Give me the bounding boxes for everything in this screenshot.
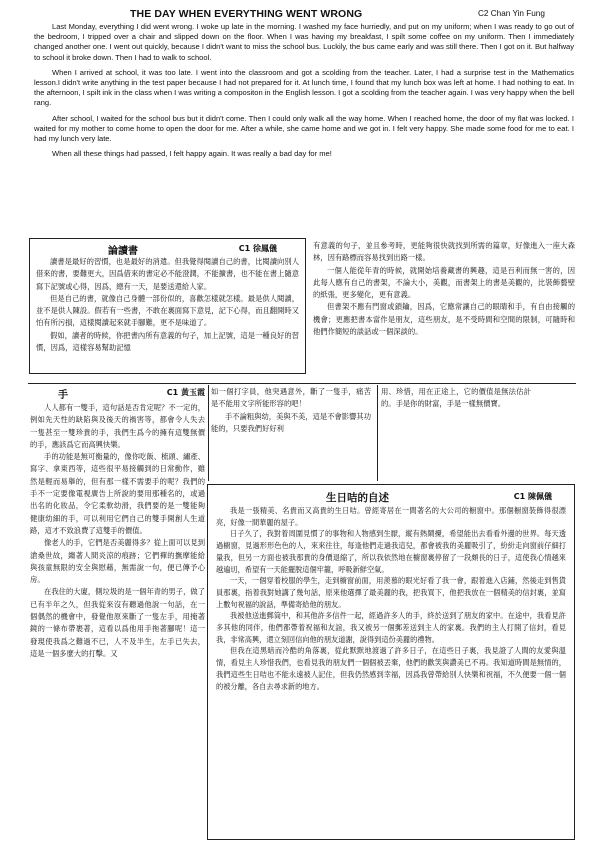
hand-paragraph: 人人都有一雙手，這句話是否肯定呢？不一定的，例如先天性的缺陷與及後天的禍害等，都會令人失去一隻甚至一雙珍貴的手，我們生爲今的擁有這雙無價的手，應該爲它而高興快樂。: [30, 403, 205, 449]
reading-article-header: [36, 242, 299, 256]
hand-article-continuation: [211, 386, 371, 435]
essay-body: [34, 22, 574, 164]
birthday-card-article-header: [216, 489, 566, 505]
hand-article-body: [30, 402, 205, 660]
hand-paragraph: 手不論粗與幼，美與不美，這是不會影響其功能的，只要我們好好利: [211, 411, 371, 433]
hand-paragraph: 用、珍惜，用在正途上，它的價值是無法估計的。手是你的財富，手是一樣無價寶。: [381, 387, 531, 409]
reading-paragraph: 但是自己的書，就像自己身體一部份似的，喜歡怎樣就怎樣。最是供人閱讀，並不是供人陳設。假若有一些書，不敢在裏面寫下意見，記下心得，而且翻開時又怕有所污損，這樣閱讀起來就手腳難，更不是味道了。: [36, 293, 299, 328]
section-divider: [28, 383, 576, 384]
essay-paragraph: After school, I waited for the school bus but it didn't come. Then I could only walk all the way home. When I reached home, the door of my flat was locked. I waited for my mother to come home to open the door for me. After a while, she came home and we got in. I felt very happy. She made some food for me to eat. I had my lunch very late.: [34, 113, 574, 144]
essay-paragraph: When all these things had passed, I felt happy again. It was really a bad day for me!: [52, 149, 332, 159]
hand-article-title: 手: [58, 390, 68, 401]
hand-paragraph: 手的功能是無可衡量的，像你吃飯、梳頭、繡產、寫字、拿東西等，這些很平易接觸到的日常動作，雖然是輕而易舉的，但有那一樣不需要手的呢？我們的手不一定要像電視廣告上所說的要用那種名的，或過出名的化妝品，令它柔軟幼滑，我們要的是一雙能夠健康幼細的手，可以利用它們自己的雙手開創人生道路，這才不致浪費了這雙手的價值。: [30, 452, 205, 535]
hand-paragraph: 如一個打字員，他突遇意外，斷了一隻手，痛苦是不能用文字所能形容的吧！: [211, 387, 371, 409]
reading-paragraph: 有意義的句子，並且參考時，更能夠很快就找到所需的篇章，好像進入一座大森林，因有路標而容易找到出路一樣。: [313, 241, 575, 263]
hand-paragraph: 在我住的大廈，側垃圾的是一個年青的男子，做了已有半年之久，但我從來沒有聽過他說一句話，在一個偶然的機會中，發覺他原來斷了一隻左手，用掩著鏡的一條布帶裹著，這看以爲他用手拖著腳呢！這一發現使我爲之難過不已，人不及半生，左手已失去，這是一個多麼大的打擊。又: [30, 587, 205, 658]
reading-paragraph: 假如，讀者的時候，你把書內所有意義的句子，加上記號，這是一種良好的習慣，因爲，這樣容易幫助記憶: [36, 330, 299, 353]
column-divider: [377, 385, 378, 481]
birthday-card-article-body: [216, 505, 566, 692]
hand-article-header: [30, 386, 205, 400]
hand-paragraph: 像老人的手，它們是否美麗得多？從上面可以見到滄桑世故，縐著人間炎涼的痕跡；它們禪的撫摩能給與孩童無限的安全與慰藉，無需說一句，便已傳予心房。: [30, 538, 205, 585]
birthday-paragraph: 日子久了，我對着周圍見慣了的事物和人物感到生厭，縱有熱鬧擾，希望能出去看看外邊的世界。每天透過櫥窗，見過形形色色的人，來來往往，每逢他們走過我這兒，都會被我的美麗吸引了，紛紛走向窗前仔細打量我，但另一方面也被我那貴的身價退縮了，所以我依然地在櫥窗裏停留了一段頗長的日子，這使我心情越來越遍切，希望有一天能擺脫這個牢籠，呼吸新鮮空氣。: [216, 529, 566, 574]
reading-paragraph: 讀書是最好的習慣，也是最好的消遣。但我覺得閱讀自己的書，比閱讀向別人借來的書，要難更大，因爲借來的書定必不能澄潤，不能擴書，也不能在書上隨意寫下記號或心得，因爲，總有一天，是要送還給人家。: [36, 257, 299, 291]
essay-byline: C2 Chan Yin Fung: [478, 9, 545, 18]
reading-article-title: 論讀書: [108, 246, 138, 257]
birthday-paragraph: 但我在這黑暗而冷酷的角落裏，從此默默地渡過了許多日子，在這些日子裏，我見證了人間的友愛與溫情，看見主人珍惜我們，也看見我的朋友們一個個被丟棄，他們的歡笑與讚美已不再。我知道時間是無情的，我們這些生日咭也不能永遠被人記住，但我仍然感到幸福，因爲我曾帶給別人快樂和祝福，不久便要一個一個的被分離，各自去尋求新的地方。: [216, 646, 566, 691]
birthday-paragraph: 我被他送進郵筒中，和其他許多信件一起，經過許多人的手，終於送到了朋友的家中。在途中，我看見許多其他的同伴，他們都帶着祝福和友誼，我又被另一個郵差送到主人的家裏。我們的主人打開了信封，看見我，非常高興，還立刻回信向他的朋友道謝，說得到這份美麗的禮物。: [216, 611, 566, 644]
reading-paragraph: 一個人能從年青的時候，就開始培養藏書的興趣，這是百利而無一害的，因此每人應有自己的書架，不論大小，美觀，而書架上的書是美觀的，比裝飾藝壁的紙張，更多變化，更有意義。: [313, 265, 575, 300]
birthday-card-article-author: C1 陳佩儀: [513, 492, 552, 501]
hand-article-author: C1 黃玉霞: [166, 388, 205, 397]
hand-article-ending: [381, 386, 531, 411]
reading-article-author: C1 徐鳳儀: [238, 244, 277, 253]
essay-paragraph: Last Monday, everything I did went wrong. I woke up late in the morning. I washed my face hurriedly, and put on my uniform; when I was ready to go out of the bedroom, I tripped over a chair and slipped down on the floor. When I was having my breakfast, I spilt some coffee on my uniform. Then I immediately changed another one. I went out quickly, because I didn't want to miss the school bus. Luckily, the bus came early and was still there. Then I got on it. But halfway to school it broke down. Then I had to walk to school.: [34, 22, 574, 62]
birthday-paragraph: 我是一張精美、名貴而又高貴的生日咭。曾經寄居在一間著名的大公司的橱窗中。那個橱窗裝飾得很漂亮，好像一間華麗的屋子。: [216, 506, 566, 527]
column-divider: [208, 385, 209, 481]
reading-article-continuation: [313, 240, 575, 338]
reading-paragraph: 但書架不應有門窗或鎖鑰，因爲，它應常讓自己的眼睛和手，有自由接觸的機會；更應把書本當作是朋友，這些朋友，是不受時間和空間的限制，可隨時和他們作簡短的談話或一個深談的。: [313, 302, 575, 337]
essay-title: THE DAY WHEN EVERYTHING WENT WRONG: [130, 8, 363, 20]
reading-article-body: [36, 256, 299, 354]
birthday-card-article-box: [207, 484, 575, 840]
birthday-paragraph: 一天，一個穿着校服的學生，走到櫥窗前面，用羨慕的眼光好看了我一會，跟着進入店鋪，然後走到售貨員那裏，指着我對她講了幾句話，原來他選擇了最美麗的我，把我買下，他把我放在一個精美的信封裏，並寫上數句祝福的說話，準備寄給他的朋友。: [216, 576, 566, 609]
essay-paragraph: When I arrived at school, it was too late. I went into the classroom and got a scolding from the teacher. Later, I had a surprise test in the Mathematics lesson.I didn't write anything in the test paper because I had not prepared for it. At lunch time, I found that my lunch box was left at home. I had nothing to eat. In the afternoon, I spilt ink in the class when I was writing a compositon in the English lesson. I got a scolding from the teacher again. I was very happy when the bell rang.: [34, 67, 574, 108]
reading-article-box: [29, 238, 306, 374]
birthday-card-article-title: 生日咭的自述: [326, 492, 389, 504]
